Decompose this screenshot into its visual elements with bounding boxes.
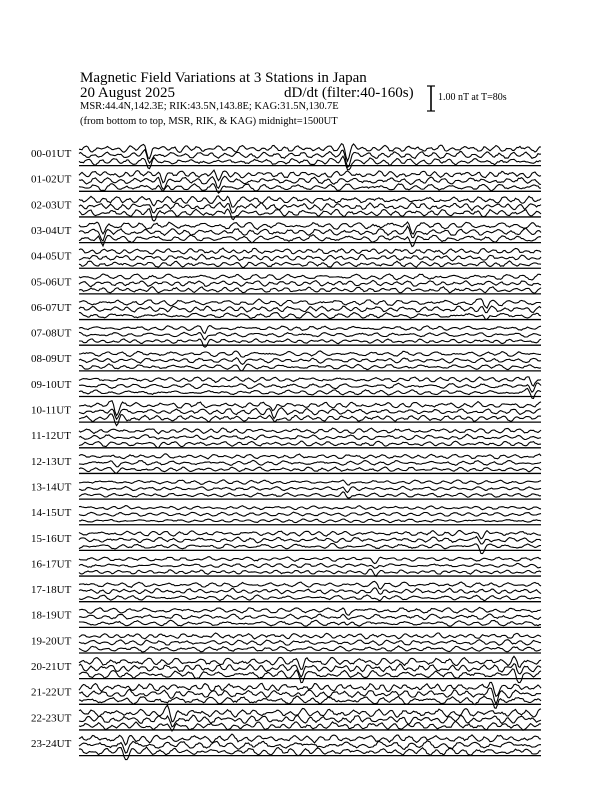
trace-RIK — [79, 563, 541, 568]
chart-title: Magnetic Field Variations at 3 Stations in Japan — [80, 70, 367, 86]
trace-MSR — [79, 467, 541, 474]
chart-date: 20 August 2025 — [80, 85, 176, 101]
trace-KAG — [79, 480, 541, 485]
trace-KAG — [79, 401, 541, 416]
row-label: 04-05UT — [31, 250, 72, 263]
trace-MSR — [79, 544, 541, 554]
row-06-07UT — [31, 299, 541, 320]
row-label: 02-03UT — [31, 199, 72, 212]
row-label: 13-14UT — [31, 481, 72, 494]
row-label: 16-17UT — [31, 558, 72, 571]
row-20-21UT — [31, 656, 541, 682]
trace-KAG — [79, 248, 541, 254]
trace-RIK — [79, 588, 541, 595]
scale-label: 1.00 nT at T=80s — [438, 92, 507, 103]
trace-MSR — [79, 364, 541, 371]
trace-KAG — [79, 557, 541, 564]
row-label: 23-24UT — [31, 737, 72, 750]
row-label: 05-06UT — [31, 276, 72, 289]
trace-MSR — [79, 620, 541, 626]
row-label: 09-10UT — [31, 378, 72, 391]
row-label: 17-18UT — [31, 584, 72, 597]
trace-RIK — [79, 537, 541, 544]
row-11-12UT — [31, 428, 541, 448]
trace-KAG — [79, 506, 541, 510]
trace-MSR — [79, 235, 541, 247]
trace-MSR — [79, 646, 541, 652]
row-label: 18-19UT — [31, 609, 72, 622]
row-01-02UT — [31, 170, 541, 193]
trace-RIK — [79, 512, 541, 516]
row-label: 01-02UT — [31, 173, 72, 186]
trace-MSR — [79, 312, 541, 319]
row-label: 00-01UT — [31, 148, 72, 160]
chart-mode: dD/dt (filter:40-160s) — [284, 85, 414, 101]
trace-RIK — [79, 460, 541, 466]
row-00-01UT — [31, 144, 541, 170]
trace-KAG — [79, 454, 541, 459]
row-label: 06-07UT — [31, 301, 72, 314]
row-label: 19-20UT — [31, 635, 72, 648]
row-label: 08-09UT — [31, 353, 72, 366]
trace-KAG — [79, 581, 541, 589]
trace-MSR — [79, 519, 541, 523]
row-14-15UT — [31, 506, 541, 525]
trace-KAG — [79, 428, 541, 434]
trace-MSR — [79, 414, 541, 426]
trace-RIK — [79, 383, 541, 392]
row-23-24UT — [31, 734, 541, 760]
row-17-18UT — [31, 581, 541, 601]
trace-MSR — [79, 569, 541, 576]
trace-KAG — [79, 656, 541, 669]
row-04-05UT — [31, 248, 541, 268]
trace-MSR — [79, 339, 541, 347]
row-label: 22-23UT — [31, 712, 72, 725]
station-coordinates: MSR:44.4N,142.3E; RIK:43.5N,143.8E; KAG:31.5N,130.7E — [80, 101, 339, 112]
trace-KAG — [79, 196, 541, 207]
trace-MSR — [79, 287, 541, 293]
row-08-09UT — [31, 351, 541, 371]
row-label: 07-08UT — [31, 327, 72, 340]
row-19-20UT — [31, 633, 541, 653]
trace-RIK — [79, 486, 541, 492]
row-10-11UT — [31, 401, 541, 426]
row-label: 21-22UT — [31, 686, 72, 699]
row-15-16UT — [31, 531, 541, 554]
trace-RIK — [79, 332, 541, 340]
trace-MSR — [79, 747, 541, 760]
row-21-22UT — [31, 682, 541, 708]
row-label: 20-21UT — [31, 661, 72, 673]
trace-RIK — [79, 254, 541, 261]
trace-KAG — [79, 144, 541, 161]
trace-MSR — [79, 492, 541, 498]
row-18-19UT — [31, 607, 541, 627]
station-order-note: (from bottom to top, MSR, RIK, & KAG) midnight=1500UT — [80, 116, 338, 127]
row-label: 11-12UT — [31, 430, 71, 443]
trace-KAG — [79, 633, 541, 639]
row-07-08UT — [31, 326, 541, 348]
trace-RIK — [79, 280, 541, 286]
trace-KAG — [79, 607, 541, 615]
row-label: 10-11UT — [31, 404, 71, 417]
row-16-17UT — [31, 557, 541, 577]
row-label: 03-04UT — [31, 224, 72, 237]
trace-KAG — [79, 326, 541, 334]
trace-MSR — [79, 441, 541, 448]
trace-KAG — [79, 351, 541, 357]
row-12-13UT — [31, 454, 541, 474]
trace-MSR — [79, 696, 541, 708]
row-03-04UT — [31, 222, 541, 247]
trace-RIK — [79, 614, 541, 620]
trace-RIK — [79, 741, 541, 753]
row-label: 12-13UT — [31, 455, 72, 468]
trace-MSR — [79, 261, 541, 268]
trace-RIK — [79, 306, 541, 313]
row-label: 15-16UT — [31, 532, 72, 545]
row-05-06UT — [31, 274, 541, 294]
trace-RIK — [79, 434, 541, 439]
row-label: 14-15UT — [31, 507, 72, 520]
row-22-23UT — [31, 705, 541, 731]
row-13-14UT — [31, 480, 541, 499]
row-02-03UT — [31, 196, 541, 221]
row-09-10UT — [31, 377, 541, 399]
trace-RIK — [79, 358, 541, 365]
trace-KAG — [79, 274, 541, 280]
trace-RIK — [79, 202, 541, 213]
trace-MSR — [79, 595, 541, 601]
trace-RIK — [79, 640, 541, 646]
trace-KAG — [79, 531, 541, 539]
